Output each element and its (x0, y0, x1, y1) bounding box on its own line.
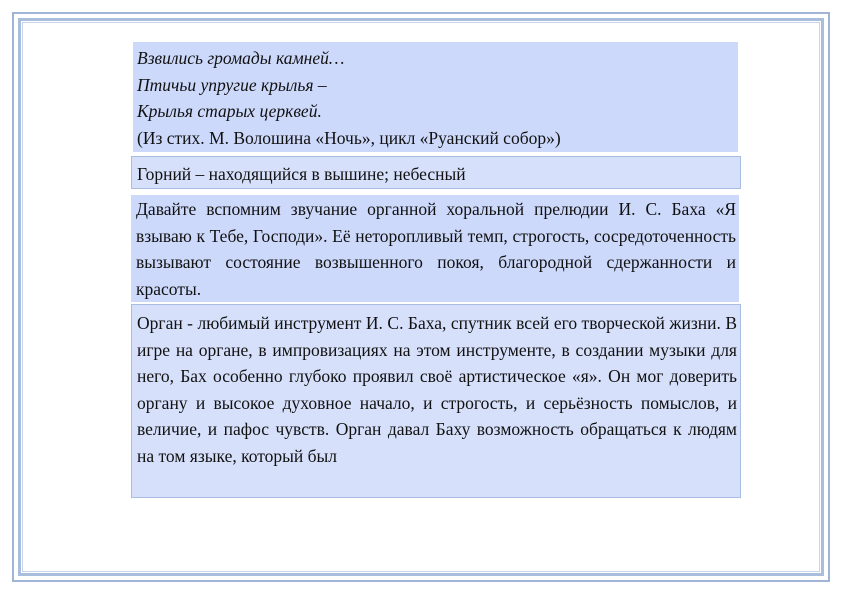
poem-source: (Из стих. М. Волошина «Ночь», цикл «Руанский собор») (137, 127, 561, 148)
poem-line-2: Птичьи упругие крылья – (137, 74, 327, 95)
paragraph-box-1 (131, 195, 739, 302)
definition-box (131, 156, 741, 189)
poem-line-3: Крылья старых церквей. (137, 101, 322, 121)
poem-quote-box (133, 42, 738, 152)
paragraph-1-text: Давайте вспомним звучание органной хоральной прелюдии И. С. Баха «Я взываю к Тебе, Господи». Её неторопливый темп, строгость, сосредоточенность вызывают состояние возвышенного покоя, благородной сдержанности и красоты. (136, 199, 736, 299)
poem-line-1: Взвились громады камней… (137, 48, 345, 68)
paragraph-2-text: Орган - любимый инструмент И. С. Баха, спутник всей его творческой жизни. В игре на органе, в импровизациях на этом инструменте, в создании музыки для него, Бах особенно глубоко проявил своё артистическое «я». Он мог доверить органу и высокое духовное начало, и строгость, и серьёзность помыслов, и величие, и пафос чувств. Орган давал Баху возможность обращаться к людям на том языке, который был (137, 313, 737, 466)
paragraph-box-2 (131, 304, 741, 498)
definition-text: Горний – находящийся в вышине; небесный (137, 164, 466, 184)
